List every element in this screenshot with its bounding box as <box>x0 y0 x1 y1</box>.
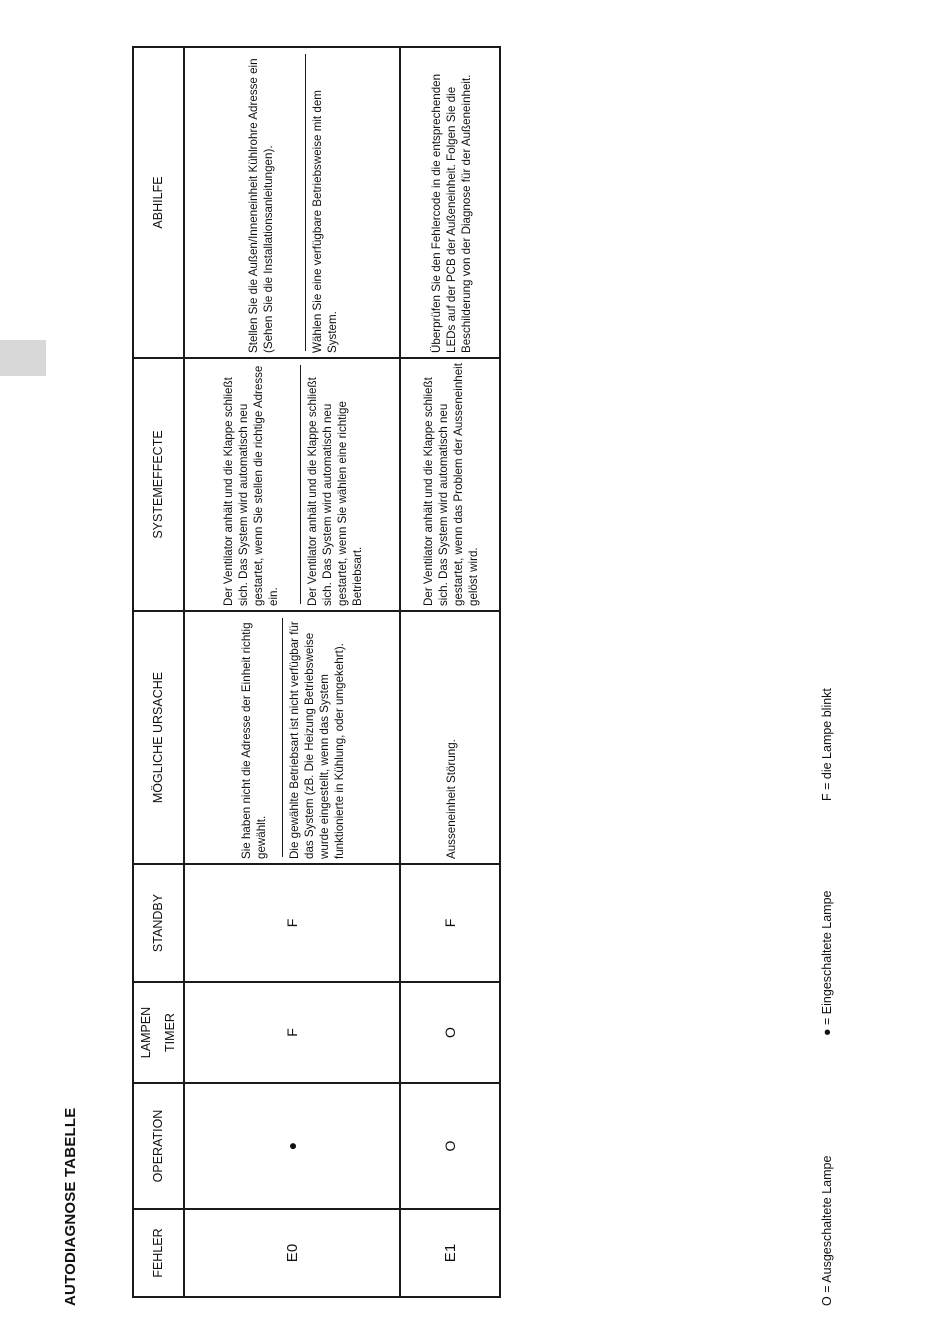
standby-lamp: F <box>400 864 500 982</box>
cause-text: Ausseneinheit Störung. <box>444 739 458 859</box>
header-abhilfe: ABHILFE <box>133 47 184 358</box>
timer-lamp: O <box>400 982 500 1083</box>
diagnosis-table <box>132 46 501 1298</box>
remedy-text: Überprüfen Sie den Fehlercode in die entsprechenden LEDs auf der PCB der Außeneinheit. Folgen Sie die Beschilderung von der Diagnose für der Außeneinheit. <box>429 73 473 353</box>
operation-lamp: ● <box>184 1083 400 1209</box>
remedy-text: Stellen Sie die Außen/Inneneinheit Kühlrohre Adresse ein (Sehen Sie die Installationsanleitungen). <box>247 58 275 353</box>
effect-text: Der Ventilator anhält und die Klappe schließt sich. Das System wird automatisch neu gestartet, wenn Sie wählen eine richtige Betriebsart. <box>306 377 364 606</box>
table-row <box>400 47 500 1297</box>
effect-cell <box>184 358 400 611</box>
effect-text: Der Ventilator anhält und die Klappe schließt sich. Das System wird automatisch neu gestartet, wenn das Problem der Ausseneinheit gelöst wird. <box>422 363 480 606</box>
error-code: E1 <box>400 1209 500 1297</box>
header-ursache: MÖGLICHE URSACHE <box>133 611 184 864</box>
error-code: E0 <box>184 1209 400 1297</box>
header-standby: STANDBY <box>133 864 184 982</box>
table-header-row <box>133 47 159 1297</box>
header-timer: TIMER <box>159 982 184 1083</box>
timer-lamp: F <box>184 982 400 1083</box>
cause-cell <box>184 611 400 864</box>
standby-lamp: F <box>184 864 400 982</box>
remedy-cell <box>400 47 500 358</box>
operation-lamp: O <box>400 1083 500 1209</box>
remedy-text: Wählen Sie eine verfügbare Betriebsweise mit dem System. <box>311 90 339 353</box>
cause-text: Sie haben nicht die Adresse der Einheit richtig gewählt. <box>240 622 268 859</box>
effect-cell <box>400 358 500 611</box>
header-operation: OPERATION <box>133 1083 184 1209</box>
header-lampen: LAMPEN <box>133 982 159 1083</box>
cause-cell <box>400 611 500 864</box>
header-effekte: SYSTEMEFFECTE <box>133 358 184 611</box>
cause-text: Die gewählte Betriebsart ist nicht verfügbar für das System (zB. Die Heizung Betriebsweise wurde eingestellt, wenn das System funktionierte in Kühlung, oder umgekehrt). <box>288 621 346 859</box>
table-row <box>184 47 400 1297</box>
rotated-page <box>0 56 900 1306</box>
legend-blink: F = die Lampe blinkt <box>820 688 834 801</box>
remedy-cell <box>184 47 400 358</box>
legend-off: O = Ausgeschaltete Lampe <box>820 1155 834 1306</box>
legend-on: ● = Eingeschaltete Lampe <box>820 890 834 1036</box>
page-title: AUTODIAGNOSE TABELLE <box>62 1107 79 1306</box>
effect-text: Der Ventilator anhält und die Klappe schließt sich. Das System wird automatisch neu gestartet, wenn Sie stellen die richtige Adresse ein. <box>222 365 280 606</box>
header-fehler: FEHLER <box>133 1209 184 1297</box>
